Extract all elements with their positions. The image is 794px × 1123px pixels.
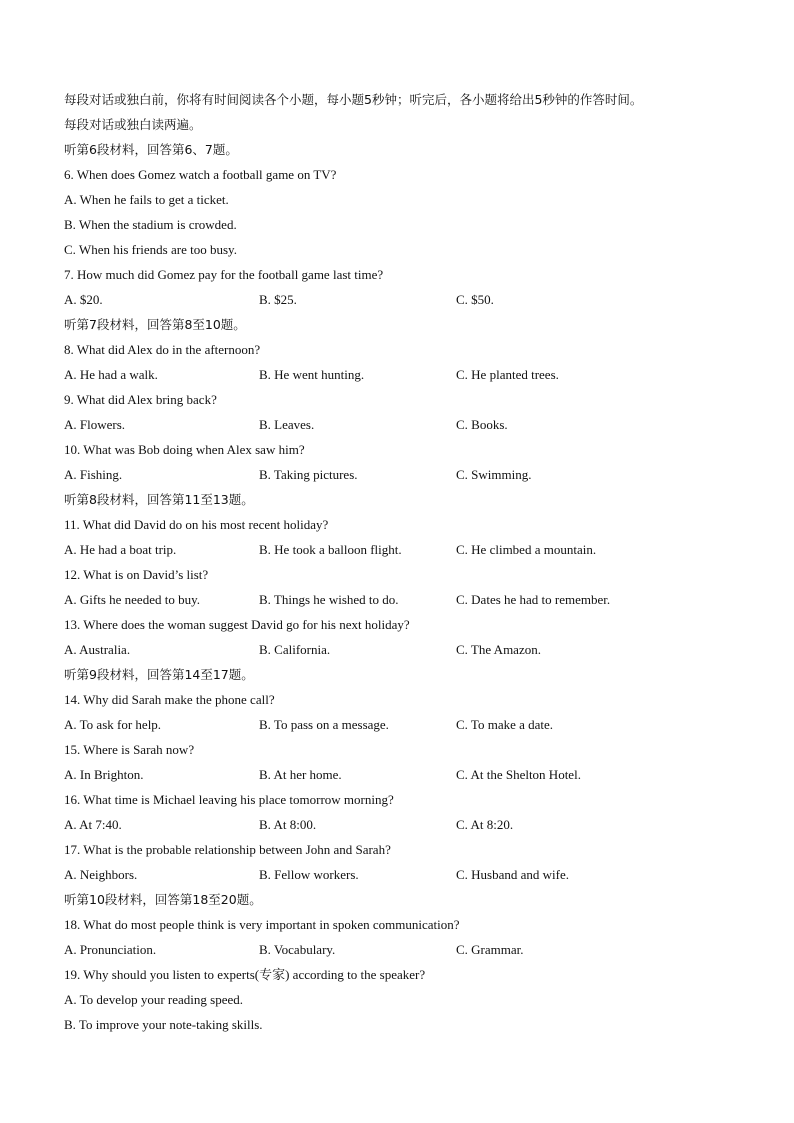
answer-option: B. Leaves.	[259, 417, 315, 432]
question-stem: 10. What was Bob doing when Alex saw him?	[64, 442, 305, 457]
answer-option: C. Grammar.	[456, 942, 524, 957]
answer-option: B. He went hunting.	[259, 367, 365, 382]
answer-option: A. When he fails to get a ticket.	[64, 192, 229, 207]
answer-option: B. Taking pictures.	[259, 467, 358, 482]
answer-option: A. In Brighton.	[64, 767, 144, 782]
answer-option: B. California.	[259, 642, 331, 657]
answer-option: A. Pronunciation.	[64, 942, 157, 957]
question-stem: 9. What did Alex bring back?	[64, 392, 217, 407]
options-row	[64, 467, 744, 483]
question-stem: 15. Where is Sarah now?	[64, 742, 195, 757]
answer-option: A. Flowers.	[64, 417, 126, 432]
answer-option: C. He climbed a mountain.	[456, 542, 597, 557]
answer-option: B. $25.	[259, 292, 297, 307]
options-row	[64, 867, 744, 883]
question-stem: 19. Why should you listen to experts(专家) according to the speaker?	[64, 967, 426, 982]
section-heading: 听第9段材料，回答第14至17题。	[64, 667, 254, 682]
answer-option: C. When his friends are too busy.	[64, 242, 237, 257]
section-heading: 听第6段材料，回答第6、7题。	[64, 142, 238, 157]
answer-option: B. To improve your note-taking skills.	[64, 1017, 263, 1032]
options-row	[64, 542, 744, 558]
options-row	[64, 592, 744, 608]
answer-option: A. To ask for help.	[64, 717, 162, 732]
question-stem: 7. How much did Gomez pay for the football game last time?	[64, 267, 384, 282]
question-stem: 16. What time is Michael leaving his place tomorrow morning?	[64, 792, 394, 807]
answer-option: B. When the stadium is crowded.	[64, 217, 237, 232]
answer-option: C. Swimming.	[456, 467, 532, 482]
question-stem: 6. When does Gomez watch a football game on TV?	[64, 167, 337, 182]
options-row	[64, 417, 744, 433]
options-row	[64, 292, 744, 308]
answer-option: A. He had a boat trip.	[64, 542, 177, 557]
question-stem: 11. What did David do on his most recent holiday?	[64, 517, 329, 532]
answer-option: C. $50.	[456, 292, 494, 307]
instruction-text: 每段对话或独白前，你将有时间阅读各个小题，每小题5秒钟；听完后，各小题将给出5秒钟的作答时间。	[64, 92, 643, 107]
answer-option: B. He took a balloon flight.	[259, 542, 402, 557]
options-row	[64, 767, 744, 783]
answer-option: A. He had a walk.	[64, 367, 158, 382]
question-stem: 8. What did Alex do in the afternoon?	[64, 342, 261, 357]
answer-option: C. He planted trees.	[456, 367, 559, 382]
question-stem: 14. Why did Sarah make the phone call?	[64, 692, 275, 707]
section-heading: 听第10段材料，回答第18至20题。	[64, 892, 262, 907]
answer-option: A. $20.	[64, 292, 103, 307]
answer-option: C. Books.	[456, 417, 508, 432]
answer-option: B. At her home.	[259, 767, 342, 782]
options-row	[64, 817, 744, 833]
answer-option: A. Fishing.	[64, 467, 123, 482]
answer-option: B. Fellow workers.	[259, 867, 359, 882]
answer-option: B. At 8:00.	[259, 817, 317, 832]
options-row	[64, 717, 744, 733]
options-row	[64, 367, 744, 383]
answer-option: A. Australia.	[64, 642, 131, 657]
answer-option: C. To make a date.	[456, 717, 554, 732]
answer-option: C. Dates he had to remember.	[456, 592, 611, 607]
answer-option: A. At 7:40.	[64, 817, 122, 832]
question-stem: 17. What is the probable relationship between John and Sarah?	[64, 842, 391, 857]
answer-option: A. To develop your reading speed.	[64, 992, 243, 1007]
answer-option: B. Vocabulary.	[259, 942, 336, 957]
section-heading: 听第8段材料，回答第11至13题。	[64, 492, 254, 507]
answer-option: A. Neighbors.	[64, 867, 138, 882]
question-stem: 18. What do most people think is very important in spoken communication?	[64, 917, 460, 932]
answer-option: C. The Amazon.	[456, 642, 541, 657]
answer-option: C. At the Shelton Hotel.	[456, 767, 581, 782]
answer-option: A. Gifts he needed to buy.	[64, 592, 200, 607]
instruction-text: 每段对话或独白读两遍。	[64, 117, 202, 132]
answer-option: B. Things he wished to do.	[259, 592, 399, 607]
answer-option: B. To pass on a message.	[259, 717, 389, 732]
answer-option: C. At 8:20.	[456, 817, 514, 832]
question-stem: 12. What is on David’s list?	[64, 567, 209, 582]
options-row	[64, 942, 744, 958]
section-heading: 听第7段材料，回答第8至10题。	[64, 317, 246, 332]
answer-option: C. Husband and wife.	[456, 867, 570, 882]
question-stem: 13. Where does the woman suggest David go for his next holiday?	[64, 617, 410, 632]
options-row	[64, 642, 744, 658]
